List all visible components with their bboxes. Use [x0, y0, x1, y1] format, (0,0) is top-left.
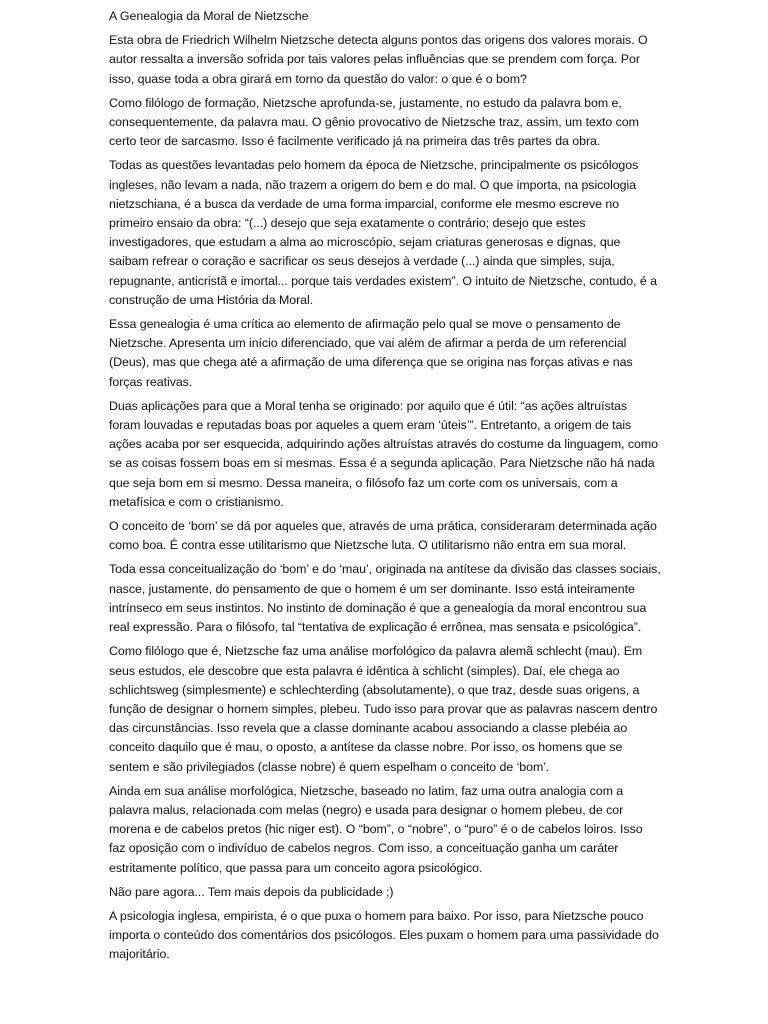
document-title: A Genealogia da Moral de Nietzsche	[109, 9, 309, 23]
paragraph-7: Toda essa conceitualização do ‘bom’ e do ‘mau’, originada na antítese da divisão das classes sociais, nasce, justamente, do pensamento de que o homem é um ser dominante. Isso está inteiramente intrínseco em seus instintos. No instinto de dominação é que a genealogia da moral encontrou sua real expressão. Para o filósofo, tal “tentativa de explicação é errônea, mas sensata e psicológica”.	[109, 562, 661, 635]
paragraph-11: A psicologia inglesa, empirista, é o que puxa o homem para baixo. Por isso, para Nietzsche pouco importa o conteúdo dos comentários dos psicólogos. Eles puxam o homem para uma passividade do majoritário.	[109, 908, 659, 962]
paragraph-8: Como filólogo que é, Nietzsche faz uma análise morfológico da palavra alemã schlecht (mau). Em seus estudos, ele descobre que esta palavra é idêntica à schlicht (simples). Daí, ele chega ao schlichtsweg (simplesmente) e schlechterding (absolutamente), o que traz, desde suas origens, a função de designar o homem simples, plebeu. Tudo isso para provar que as palavras nascem dentro das circunstâncias. Isso revela que a classe dominante acabou associando a classe plebéia ao conceito daquilo que é mau, o oposto, a antítese da classe nobre. Por isso, os homens que se sentem e são privilegiados (classe nobre) é quem espelham o conceito de ‘bom’.	[109, 644, 658, 774]
paragraph-1: Esta obra de Friedrich Wilhelm Nietzsche detecta alguns pontos das origens dos valores morais. O autor ressalta a inversão sofrida por tais valores pelas influências que se prendem com força. Por isso, quase toda a obra girará em torno da questão do valor: o que é o bom?	[109, 33, 648, 86]
paragraph-4: Essa genealogia é uma crítica ao elemento de afirmação pelo qual se move o pensamento de Nietzsche. Apresenta um início diferenciado, que vai além de afirmar a perda de um referencial (Deus), mas que chega até a afirmação de uma diferença que se origina nas forças ativas e nas forças reativas.	[109, 317, 633, 389]
document-page	[109, 7, 661, 970]
paragraph-5: Duas aplicações para que a Moral tenha se originado: por aquilo que é útil: “as ações altruístas foram louvadas e reputadas boas por aqueles a quem eram ‘úteis’”. Entretanto, a origem de tais ações acaba por ser esquecida, adquirindo ações altruístas através do costume da linguagem, como se as coisas fossem boas em si mesmas. Essa é a segunda aplicação. Para Nietzsche não há nada que seja bom em si mesmo. Dessa maneira, o filósofo faz um corte com os universais, com a metafísica e com o cristianismo.	[109, 398, 658, 509]
paragraph-9: Ainda em sua análise morfológica, Nietzsche, baseado no latim, faz uma outra analogia com a palavra malus, relacionada com melas (negro) e usada para designar o homem plebeu, de cor morena e de cabelos pretos (hic niger est). O “bom”, o “nobre”, o “puro” é o de cabelos loiros. Isso faz oposição com o indivíduo de cabelos negros. Com isso, a conceituação ganha um caráter estritamente político, que passa para um conceito agora psicológico.	[109, 783, 643, 875]
paragraph-6: O conceito de ‘bom’ se dá por aqueles que, através de uma prática, consideraram determinada ação como boa. É contra esse utilitarismo que Nietzsche luta. O utilitarismo não entra em sua moral.	[109, 519, 657, 553]
paragraph-10: Não pare agora... Tem mais depois da publicidade ;)	[109, 884, 394, 899]
paragraph-2: Como filólogo de formação, Nietzsche aprofunda-se, justamente, no estudo da palavra bom e, consequentemente, da palavra mau. O gênio provocativo de Nietzsche traz, assim, um texto com certo teor de sarcasmo. Isso é facilmente verificado já na primeira das três partes da obra.	[109, 95, 639, 149]
paragraph-3: Todas as questões levantadas pelo homem da época de Nietzsche, principalmente os psicólogos ingleses, não levam a nada, não trazem a origem do bem e do mal. O que importa, na psicologia nietzschiana, é a busca da verdade de uma forma imparcial, conforme ele mesmo escreve no primeiro ensaio da obra: “(...) desejo que seja exatamente o contrário; desejo que estes investigadores, que estudam a alma ao microscópio, sejam criaturas generosas e dignas, que saibam refrear o coração e sacrificar os seus desejos à verdade (...) ainda que simples, suja, repugnante, anticristã e imortal... porque tais verdades existem”. O intuito de Nietzsche, contudo, é a construção de uma História da Moral.	[109, 158, 657, 307]
